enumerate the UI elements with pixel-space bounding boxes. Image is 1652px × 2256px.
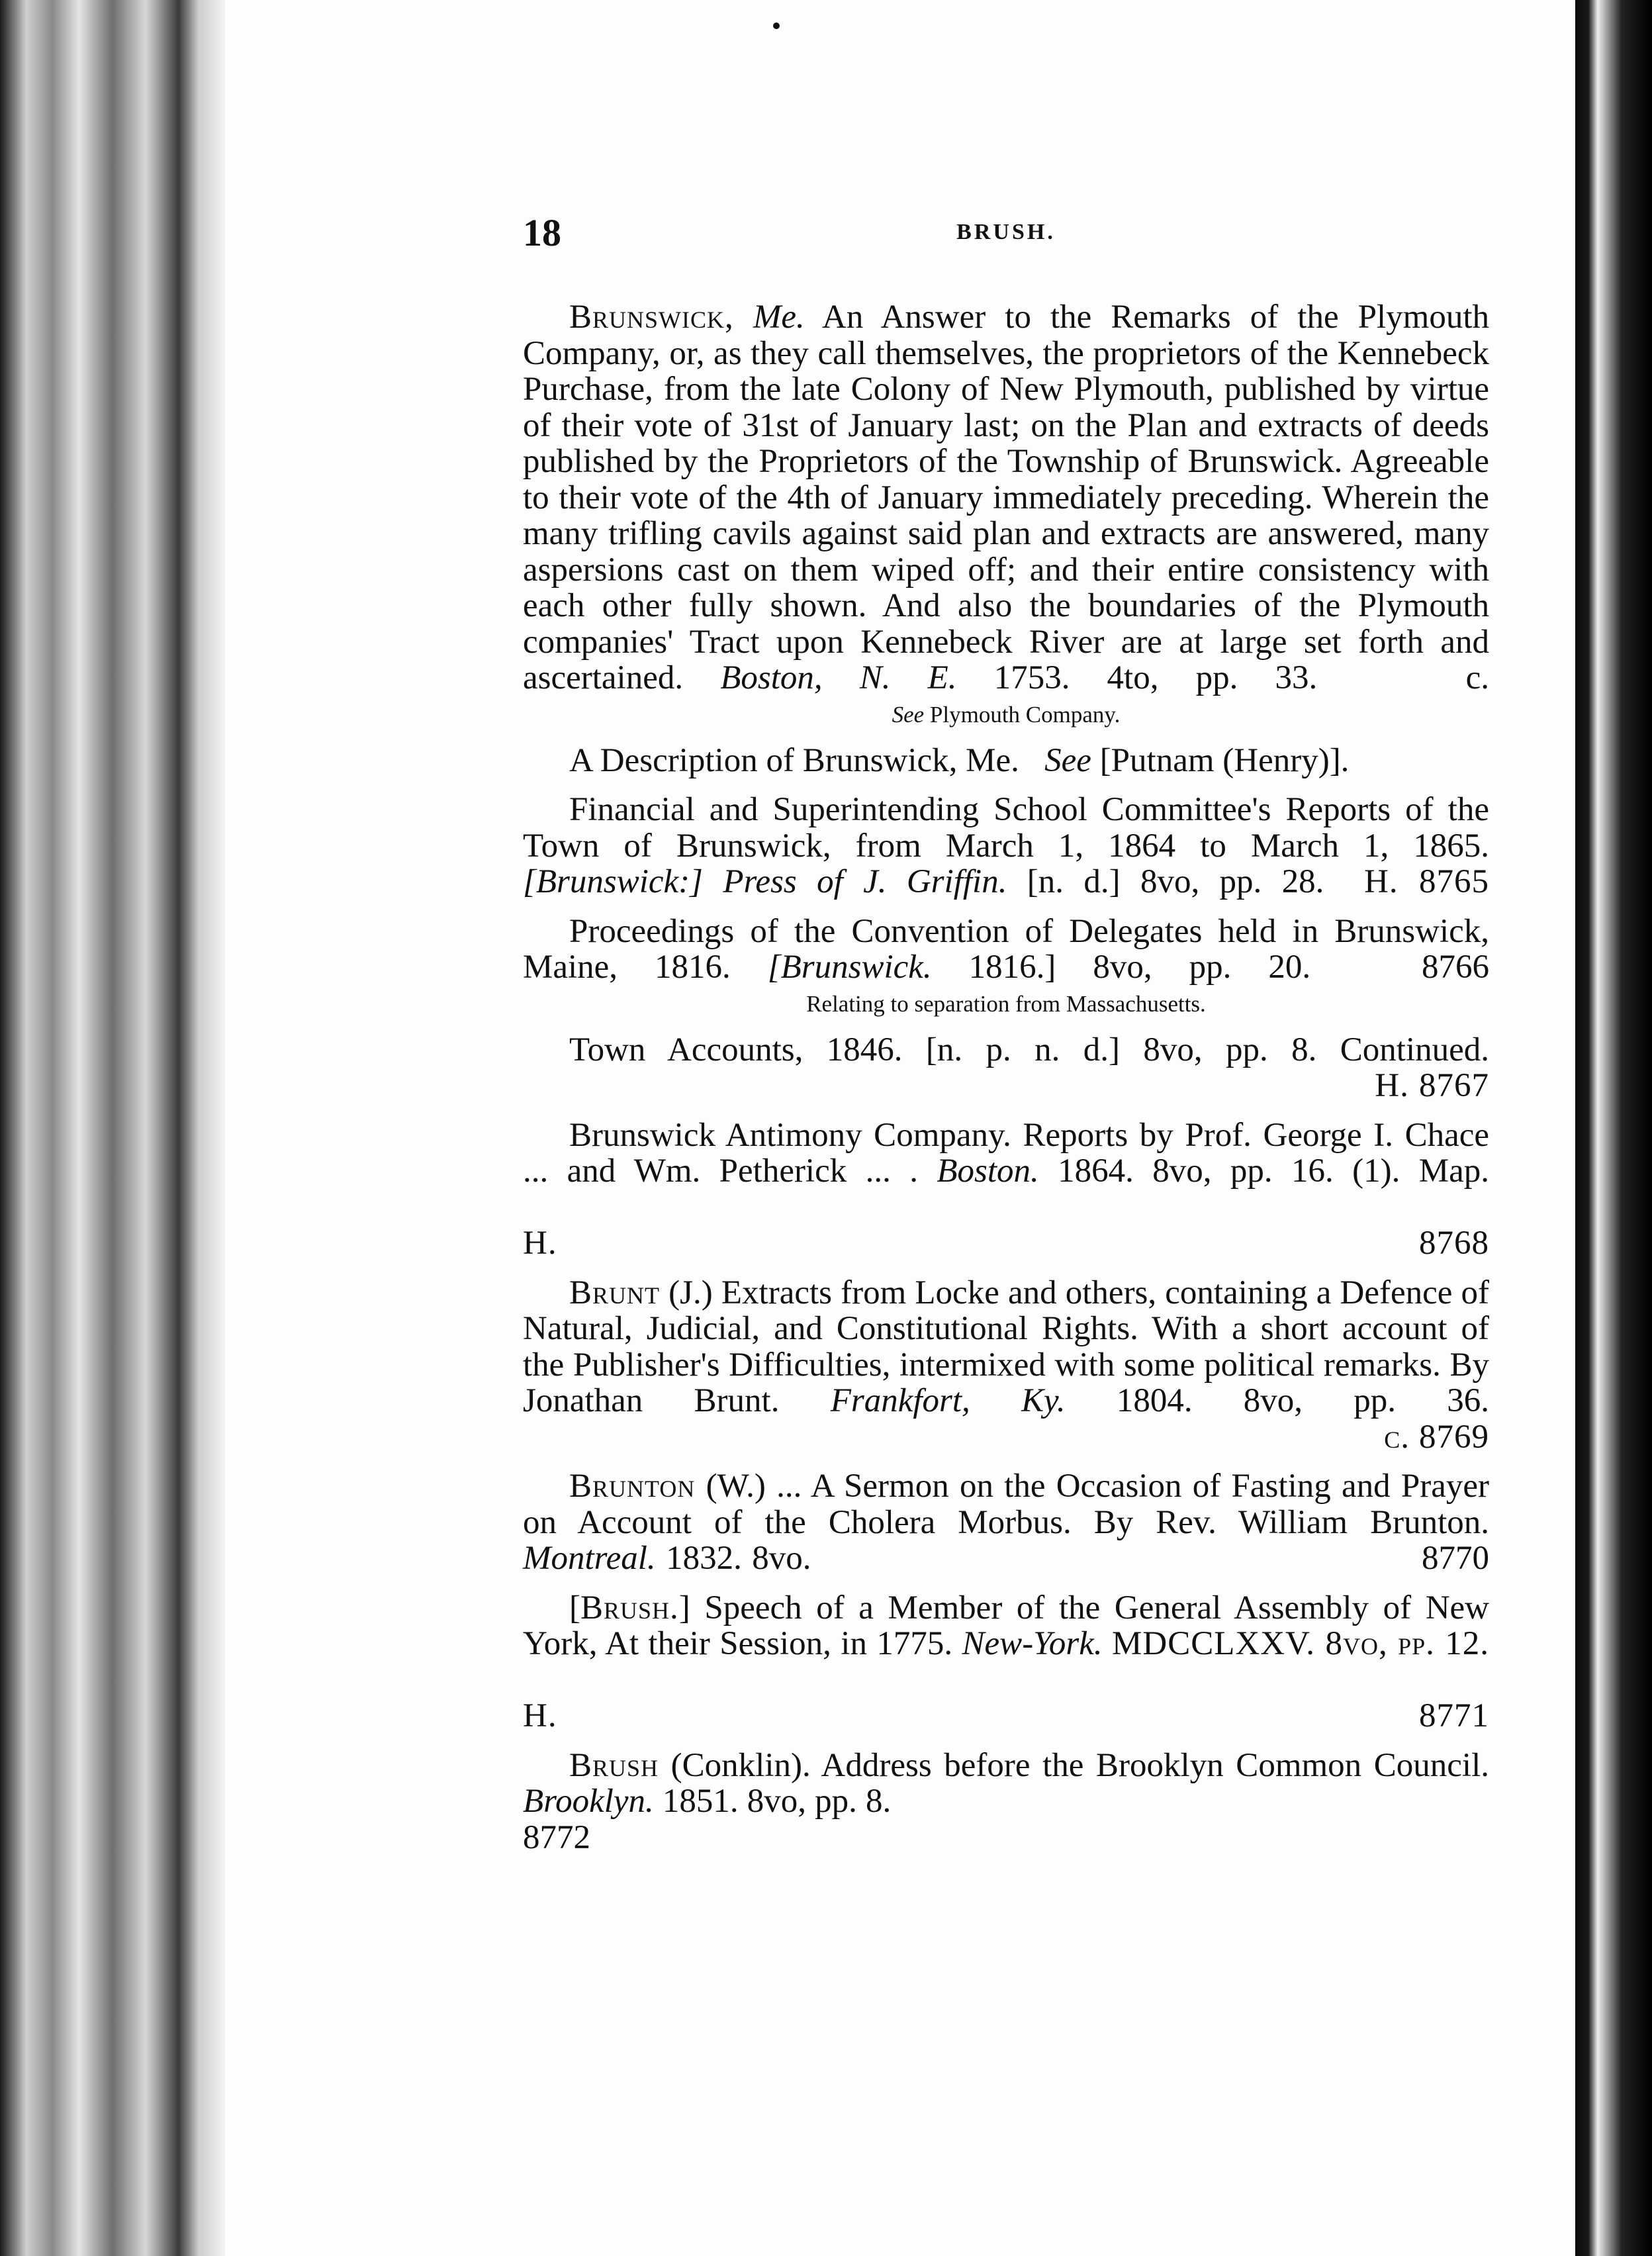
running-head	[523, 211, 1489, 263]
entry-description: A Description of Brunswick, Me. See [Putnam (Henry)].	[569, 741, 1350, 779]
entry-8766: Proceedings of the Convention of Delegates held in Brunswick, Maine, 1816. [Brunswick. 1816.] 8vo, pp. 20. 8766	[523, 912, 1490, 986]
entry-8764: Brunswick, Me. An Answer to the Remarks of the Plymouth Company, or, as they call themselves, the proprietors of the Kennebeck Purchase, from the late Colony of New Plymouth, published by virtue of their vote of 31st of January last; on the Plan and extracts of deeds published by the Proprietors of the Township of Brunswick. Agreeable to their vote of the 4th of January immediately preceding. Wherein the many trifling cavils against said plan and extracts are answered, many aspersions cast on them wiped off; and their entire consistency with each other fully shown. And also the boundaries of the Plymouth companies' Tract upon Kennebeck River are at large set forth and ascertained. Boston, N. E. 1753. 4to, pp. 33. c.	[523, 299, 1490, 696]
book-binding-edge	[0, 0, 238, 2256]
entry-8767: Town Accounts, 1846. [n. p. n. d.] 8vo, pp. 8. Continued. H. 8767	[569, 1031, 1489, 1104]
entry-8768: Brunswick Antimony Company. Reports by Prof. George I. Chace ... and Wm. Petherick ... . Boston. 1864. 8vo, pp. 16. (1). Map. H. 8768	[523, 1116, 1489, 1262]
bibliography-text	[523, 299, 1489, 1856]
page-right-edge	[1575, 0, 1652, 2256]
scan-speck	[773, 23, 780, 29]
entry-8765: Financial and Superintending School Committee's Reports of the Town of Brunswick, from March 1, 1864 to March 1, 1865. [Brunswick:] Press of J. Griffin. [n. d.] 8vo, pp. 28. H. 8765	[523, 791, 1489, 900]
entry-note: Relating to separation from Massachusetts.	[806, 990, 1206, 1017]
entry-8772: Brush (Conklin). Address before the Brooklyn Common Council. Brooklyn. 1851. 8vo, pp. 8. 8772	[523, 1746, 1490, 1856]
entry-note: See Plymouth Company.	[892, 701, 1121, 728]
running-head-title: BRUSH.	[956, 220, 1056, 244]
entry-8771: [Brush.] Speech of a Member of the General Assembly of New York, At their Session, in 1775. New-York. MDCCLXXV. 8vo, pp. 12. H. 8771	[523, 1589, 1490, 1734]
entry-8770: Brunton (W.) ... A Sermon on the Occasion of Fasting and Prayer on Account of the Cholera Morbus. By Rev. William Brunton. Montreal. 1832. 8vo. 8770	[523, 1468, 1490, 1577]
page-number: 18	[523, 211, 561, 254]
entry-8769: Brunt (J.) Extracts from Locke and others, containing a Defence of Natural, Judicial, and Constitutional Rights. With a short account of the Publisher's Difficulties, intermixed with some political remarks. By Jonathan Brunt. Frankfort, Ky. 1804. 8vo, pp. 36. c. 8769	[523, 1274, 1490, 1456]
